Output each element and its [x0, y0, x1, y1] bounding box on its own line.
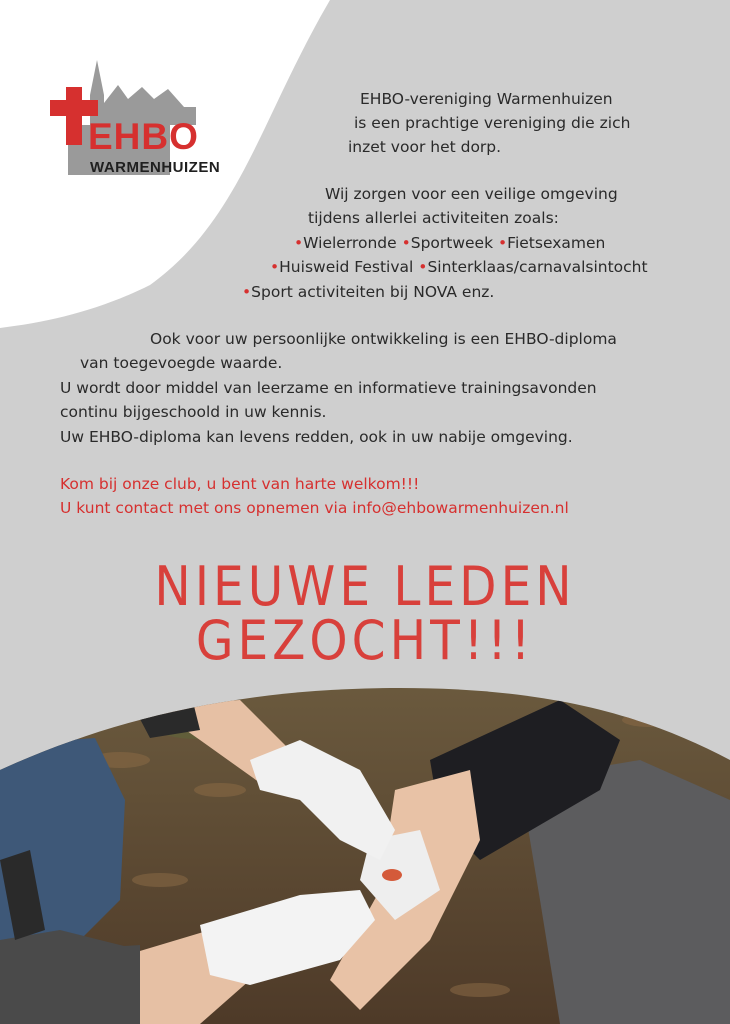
- safety-line-1: Wij zorgen voor een veilige omgeving: [325, 185, 618, 203]
- bullet-icon: •: [242, 283, 252, 301]
- cta-line-1: Kom bij onze club, u bent van harte welkom!!!: [60, 475, 420, 493]
- bullet-icon: •: [498, 234, 508, 252]
- development-line-4: continu bijgeschoold in uw kennis.: [60, 403, 327, 421]
- bullet-icon: •: [418, 258, 428, 276]
- headline: NIEUWE LEDEN GEZOCHT!!!: [154, 555, 576, 672]
- logo-wordmark: EHBO: [88, 116, 199, 157]
- development-line-5: Uw EHBO-diploma kan levens redden, ook in uw nabije omgeving.: [60, 428, 573, 446]
- bullet-icon: •: [401, 234, 411, 252]
- bullet-icon: •: [270, 258, 280, 276]
- intro-line-1: EHBO-vereniging Warmenhuizen: [360, 90, 613, 108]
- development-line-1: Ook voor uw persoonlijke ontwikkeling is een EHBO-diploma: [150, 330, 617, 348]
- activity-item: Wielerronde: [303, 234, 397, 252]
- activity-item: Fietsexamen: [507, 234, 606, 252]
- development-line-2: van toegevoegde waarde.: [80, 354, 283, 372]
- development-line-3: U wordt door middel van leerzame en informatieve trainingsavonden: [60, 379, 597, 397]
- safety-line-2: tijdens allerlei activiteiten zoals:: [308, 209, 559, 227]
- cta-line-2: U kunt contact met ons opnemen via info@ehbowarmenhuizen.nl: [60, 499, 569, 517]
- activity-item: Huisweid Festival: [279, 258, 414, 276]
- logo-subtitle: WARMENHUIZEN: [90, 159, 221, 176]
- activity-item: Sportweek: [410, 234, 494, 252]
- bullet-icon: •: [294, 234, 304, 252]
- intro-line-3: inzet voor het dorp.: [348, 138, 502, 156]
- activity-item: Sport activiteiten bij NOVA enz.: [251, 283, 495, 301]
- intro-line-2: is een prachtige vereniging die zich: [354, 114, 631, 132]
- activity-item: Sinterklaas/carnavalsintocht: [427, 258, 648, 276]
